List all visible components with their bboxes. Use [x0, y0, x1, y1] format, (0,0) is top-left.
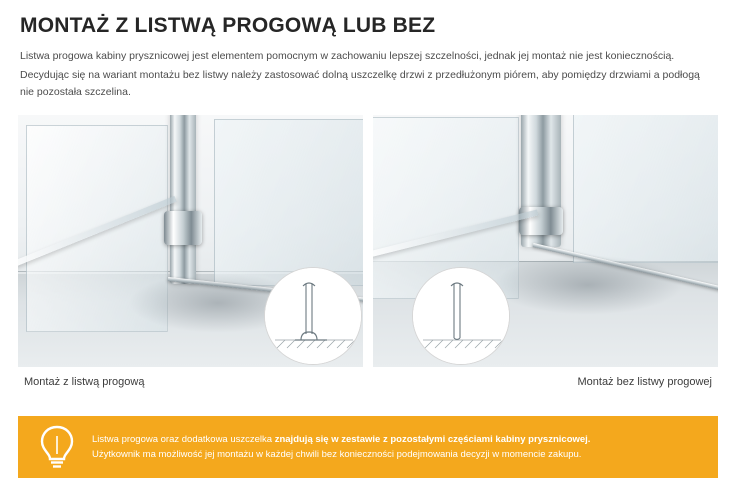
photo-gallery	[18, 115, 718, 367]
photo-captions	[18, 376, 718, 396]
glass-panel-right	[214, 119, 363, 286]
note-line-1-prefix: Listwa progowa oraz dodatkowa uszczelka	[92, 433, 275, 445]
note-line-1-strong: znajdują się w zestawie z pozostałymi częściami kabiny prysznicowej.	[274, 433, 591, 445]
note-text	[92, 432, 590, 462]
floor-shadow	[493, 255, 683, 315]
caption-with-threshold-strip: Montaż z listwą progową	[24, 376, 145, 388]
note-line-2: Użytkownik ma możliwość jej montażu w każdej chwili bez konieczności podejmowania decyzji w momencie zakupu.	[92, 449, 582, 460]
glass-panel-right	[573, 115, 718, 263]
threshold-strip-detail-icon	[265, 268, 361, 364]
intro-paragraph-1: Listwa progowa kabiny prysznicowej jest elementem pomocnym w zachowaniu lepszej szczelności, jednak jej montaż nie jest koniecznością.	[20, 50, 675, 62]
intro-text-block	[18, 48, 718, 101]
page-title: MONTAŻ Z LISTWĄ PROGOWĄ LUB BEZ	[20, 14, 436, 37]
door-hinge	[164, 211, 202, 245]
note-line-1	[92, 432, 590, 447]
detail-circle-with-strip	[264, 267, 362, 365]
no-threshold-strip-detail-icon	[413, 268, 509, 364]
detail-circle-without-strip	[412, 267, 510, 365]
caption-without-threshold-strip: Montaż bez listwy progowej	[577, 376, 712, 388]
info-note-bar	[18, 416, 718, 478]
lightbulb-icon	[36, 423, 78, 471]
intro-paragraph-2: Decydując się na wariant montażu bez listwy należy zastosować dolną uszczelkę drzwi z przedłużonym piórem, aby pomiędzy drzwiami a podłogą nie pozostała szczelina.	[20, 69, 700, 98]
